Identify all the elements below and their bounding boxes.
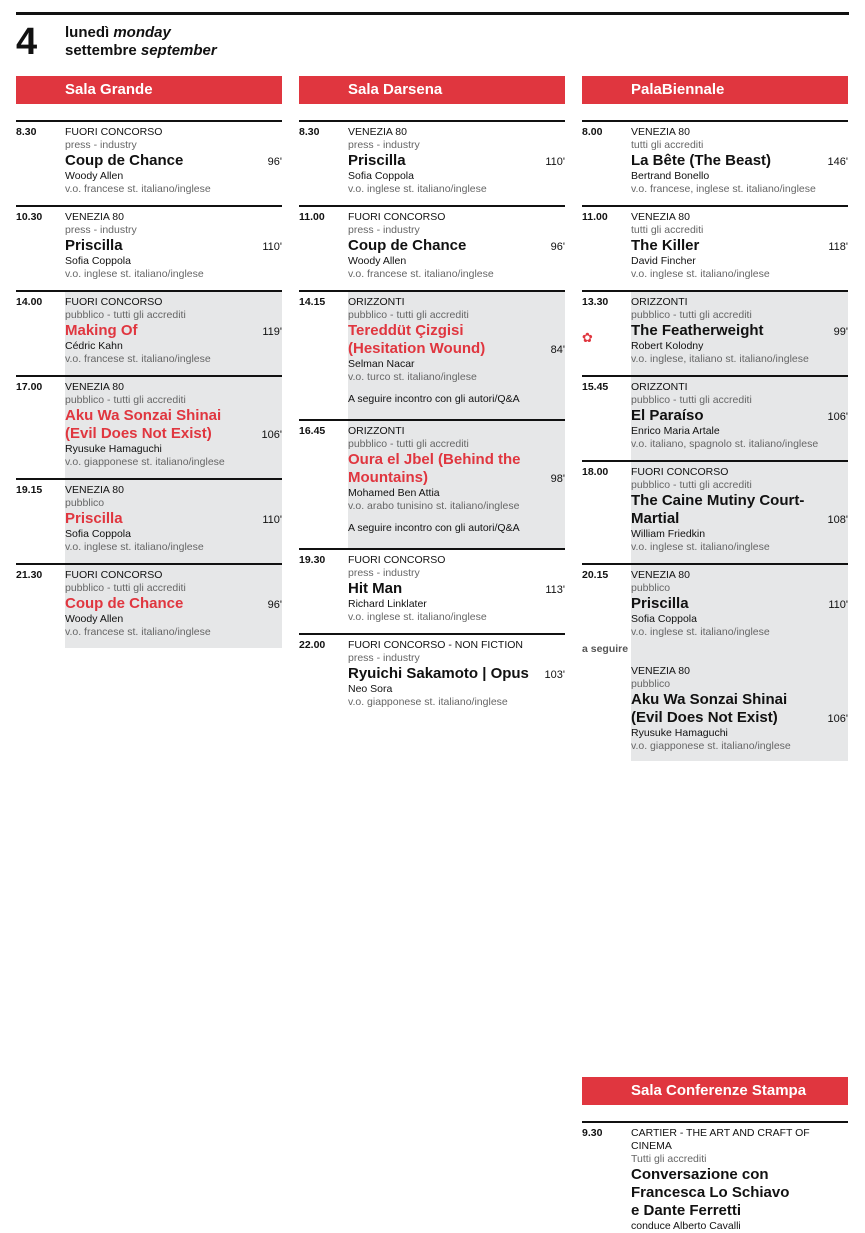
screening-audience: press - industry <box>348 224 420 236</box>
screening-entry <box>299 120 565 205</box>
film-director: Cédric Kahn <box>65 340 123 352</box>
screening-section: VENEZIA 80 <box>65 484 124 496</box>
screening-entry <box>582 375 848 460</box>
screening-section: VENEZIA 80 <box>65 381 124 393</box>
film-language: v.o. giapponese st. italiano/inglese <box>631 740 791 752</box>
screening-audience: pubblico - tutti gli accrediti <box>65 394 186 406</box>
film-title: Priscilla <box>631 595 689 612</box>
screening-content <box>631 205 848 290</box>
screening-content <box>65 375 282 478</box>
screening-entry <box>16 120 282 205</box>
film-language: v.o. francese st. italiano/inglese <box>65 183 211 195</box>
screening-content <box>348 419 565 548</box>
film-language: v.o. inglese st. italiano/inglese <box>348 183 487 195</box>
event-audience: Tutti gli accrediti <box>631 1153 707 1165</box>
screening-section: FUORI CONCORSO <box>631 466 729 478</box>
screening-entry <box>16 290 282 375</box>
film-duration: 106' <box>261 429 282 441</box>
film-duration: 84' <box>550 344 565 356</box>
screening-entry <box>299 205 565 290</box>
film-title: Priscilla <box>65 510 123 527</box>
qa-note: A seguire incontro con gli autori/Q&A <box>348 522 520 534</box>
screening-audience: tutti gli accrediti <box>631 139 704 151</box>
screening-section: FUORI CONCORSO - NON FICTION <box>348 639 523 651</box>
screening-entry <box>582 205 848 290</box>
film-director: Bertrand Bonello <box>631 170 710 182</box>
film-director: Woody Allen <box>65 613 124 625</box>
screening-section: ORIZZONTI <box>631 296 688 308</box>
event-content <box>631 1121 848 1233</box>
screening-section: VENEZIA 80 <box>631 126 690 138</box>
film-duration: 106' <box>827 411 848 423</box>
film-title: Priscilla <box>348 152 406 169</box>
screening-audience: pubblico <box>631 582 671 594</box>
film-director: Robert Kolodny <box>631 340 704 352</box>
screening-audience: pubblico <box>631 678 671 690</box>
screening-section: VENEZIA 80 <box>631 211 690 223</box>
day-number: 4 <box>16 21 38 63</box>
film-title: Making Of <box>65 322 138 339</box>
header-rule <box>16 12 849 15</box>
screening-entry <box>582 290 848 375</box>
screening-section: ORIZZONTI <box>348 296 405 308</box>
film-duration: 103' <box>544 669 565 681</box>
screening-audience: press - industry <box>348 652 420 664</box>
screening-entry <box>299 419 565 548</box>
film-language: v.o. giapponese st. italiano/inglese <box>348 696 508 708</box>
lion-icon: ✿ <box>582 330 593 345</box>
film-duration: 113' <box>545 584 565 596</box>
film-language: v.o. francese st. italiano/inglese <box>348 268 494 280</box>
film-duration: 96' <box>550 241 565 253</box>
film-title: Coup de Chance <box>65 595 184 612</box>
screening-section: FUORI CONCORSO <box>348 211 446 223</box>
film-director: Enrico Maria Artale <box>631 425 720 437</box>
film-duration: 146' <box>827 156 848 168</box>
film-language: v.o. arabo tunisino st. italiano/inglese <box>348 500 520 512</box>
film-director: William Friedkin <box>631 528 706 540</box>
screening-section: ORIZZONTI <box>348 425 405 437</box>
film-duration: 96' <box>267 599 282 611</box>
film-duration: 110' <box>545 156 565 168</box>
screening-content <box>65 205 282 290</box>
film-title: Tereddüt Çizgisi (Hesitation Wound) <box>348 322 486 357</box>
screening-time: 8.30 <box>299 120 348 205</box>
screening-audience: pubblico - tutti gli accrediti <box>65 582 186 594</box>
screening-time <box>582 290 631 375</box>
screening-section: VENEZIA 80 <box>348 126 407 138</box>
film-language: v.o. francese st. italiano/inglese <box>65 626 211 638</box>
screening-section: FUORI CONCORSO <box>65 126 163 138</box>
screening-entry <box>299 548 565 633</box>
event-time: 9.30 <box>582 1121 631 1233</box>
date-label <box>65 24 217 60</box>
screening-audience: press - industry <box>65 139 137 151</box>
film-duration: 118' <box>828 241 848 253</box>
film-language: v.o. inglese st. italiano/inglese <box>631 268 770 280</box>
screening-section: FUORI CONCORSO <box>348 554 446 566</box>
venue-column-sala-grande <box>16 76 282 648</box>
film-title: The Caine Mutiny Court-Martial <box>631 492 805 527</box>
film-director: Woody Allen <box>65 170 124 182</box>
film-title: La Bête (The Beast) <box>631 152 772 169</box>
screening-time <box>582 563 631 761</box>
film-director: Sofia Coppola <box>631 613 697 625</box>
film-language: v.o. francese, inglese st. italiano/inglese <box>631 183 816 195</box>
film-duration: 96' <box>267 156 282 168</box>
venue-header: Sala Conferenze Stampa <box>582 1077 848 1105</box>
film-language: v.o. inglese st. italiano/inglese <box>65 541 204 553</box>
month-en: september <box>140 42 217 59</box>
screening-entry <box>582 563 848 761</box>
screening-audience: pubblico <box>65 497 105 509</box>
film-language: v.o. turco st. italiano/inglese <box>348 371 477 383</box>
film-title: Ryuichi Sakamoto | Opus <box>348 665 529 682</box>
screening-section: FUORI CONCORSO <box>65 296 163 308</box>
screening-content <box>65 563 282 648</box>
screening-time: 22.00 <box>299 633 348 736</box>
screening-time: 8.00 <box>582 120 631 205</box>
screening-entry <box>299 290 565 419</box>
film-language: v.o. inglese st. italiano/inglese <box>348 611 487 623</box>
screening-audience: pubblico - tutti gli accrediti <box>631 394 752 406</box>
screening-content <box>348 548 565 633</box>
screening-section: VENEZIA 80 <box>65 211 124 223</box>
film-duration: 99' <box>833 326 848 338</box>
film-title: Aku Wa Sonzai Shinai (Evil Does Not Exist) <box>631 691 788 726</box>
screening-audience: pubblico - tutti gli accrediti <box>348 309 469 321</box>
follow-label: a seguire <box>582 643 629 655</box>
screening-time: 11.00 <box>582 205 631 290</box>
screening-section: FUORI CONCORSO <box>65 569 163 581</box>
film-title: El Paraíso <box>631 407 704 424</box>
screening-content <box>65 478 282 563</box>
film-director: Sofia Coppola <box>65 528 131 540</box>
film-duration: 110' <box>828 599 848 611</box>
page-header <box>16 12 849 63</box>
film-title: Priscilla <box>65 237 123 254</box>
day-en: monday <box>113 24 171 41</box>
screening-entry <box>16 563 282 648</box>
screening-content <box>65 290 282 375</box>
screening-content <box>631 375 848 460</box>
film-title: The Killer <box>631 237 700 254</box>
day-it: lunedì <box>65 24 110 41</box>
venue-header: Sala Darsena <box>299 76 565 104</box>
month-it: settembre <box>65 42 137 59</box>
film-director: Neo Sora <box>348 683 393 695</box>
film-director: Sofia Coppola <box>65 255 131 267</box>
screening-section: VENEZIA 80 <box>631 569 690 581</box>
event-host: conduce Alberto Cavalli <box>631 1220 741 1232</box>
qa-note: A seguire incontro con gli autori/Q&A <box>348 393 520 405</box>
film-duration: 98' <box>550 473 565 485</box>
film-duration: 108' <box>827 514 848 526</box>
screening-time: 17.00 <box>16 375 65 478</box>
screening-time: 14.15 <box>299 290 348 419</box>
screening-audience: pubblico - tutti gli accrediti <box>65 309 186 321</box>
screening-content <box>65 120 282 205</box>
screening-entry <box>16 478 282 563</box>
venue-column-sala-conferenze <box>582 1077 848 1233</box>
screening-entry <box>299 633 565 736</box>
event-title: Conversazione con Francesca Lo Schiavo e Dante Ferretti <box>631 1166 790 1219</box>
screening-time: 8.30 <box>16 120 65 205</box>
screening-entry <box>582 460 848 563</box>
event-entry <box>582 1121 848 1233</box>
venue-column-sala-darsena <box>299 76 565 736</box>
venue-header: Sala Grande <box>16 76 282 104</box>
screening-entry <box>16 375 282 478</box>
screening-time: 19.30 <box>299 548 348 633</box>
screening-audience: press - industry <box>348 567 420 579</box>
screening-audience: press - industry <box>348 139 420 151</box>
film-language: v.o. inglese st. italiano/inglese <box>631 626 770 638</box>
screening-time: 10.30 <box>16 205 65 290</box>
venue-header: PalaBiennale <box>582 76 848 104</box>
film-title: Coup de Chance <box>65 152 184 169</box>
screening-content <box>631 563 848 761</box>
time-text: 20.15 <box>582 569 609 581</box>
screening-time: 19.15 <box>16 478 65 563</box>
film-language: v.o. inglese st. italiano/inglese <box>631 541 770 553</box>
screening-time: 18.00 <box>582 460 631 563</box>
screening-section: ORIZZONTI <box>631 381 688 393</box>
film-director: Richard Linklater <box>348 598 427 610</box>
screening-content <box>348 290 565 419</box>
event-section: CARTIER - THE ART AND CRAFT OF CINEMA <box>631 1127 810 1152</box>
screening-time: 21.30 <box>16 563 65 648</box>
film-language: v.o. italiano, spagnolo st. italiano/inglese <box>631 438 819 450</box>
film-director: Woody Allen <box>348 255 407 267</box>
film-duration: 110' <box>262 514 282 526</box>
film-director: Ryusuke Hamaguchi <box>631 727 728 739</box>
screening-content <box>631 290 848 375</box>
film-language: v.o. giapponese st. italiano/inglese <box>65 456 225 468</box>
screening-audience: pubblico - tutti gli accrediti <box>631 309 752 321</box>
venue-column-palabiennale <box>582 76 848 761</box>
film-director: Sofia Coppola <box>348 170 414 182</box>
film-title: The Featherweight <box>631 322 764 339</box>
film-title: Coup de Chance <box>348 237 467 254</box>
screening-content <box>348 120 565 205</box>
film-duration: 119' <box>262 326 282 338</box>
screening-time: 15.45 <box>582 375 631 460</box>
screening-content <box>631 460 848 563</box>
screening-audience: press - industry <box>65 224 137 236</box>
following-screening <box>631 665 848 753</box>
film-language: v.o. inglese, italiano st. italiano/inglese <box>631 353 809 365</box>
film-duration: 106' <box>827 713 848 725</box>
screening-content <box>348 205 565 290</box>
film-director: Selman Nacar <box>348 358 415 370</box>
film-director: Mohamed Ben Attia <box>348 487 440 499</box>
film-duration: 110' <box>262 241 282 253</box>
film-title: Hit Man <box>348 580 403 597</box>
screening-audience: tutti gli accrediti <box>631 224 704 236</box>
screening-entry <box>16 205 282 290</box>
screening-time: 16.45 <box>299 419 348 548</box>
screening-time: 14.00 <box>16 290 65 375</box>
screening-audience: pubblico - tutti gli accrediti <box>631 479 752 491</box>
film-language: v.o. francese st. italiano/inglese <box>65 353 211 365</box>
film-title: Aku Wa Sonzai Shinai (Evil Does Not Exist) <box>65 407 222 442</box>
screening-content <box>631 120 848 205</box>
screening-content <box>348 633 565 736</box>
film-language: v.o. inglese st. italiano/inglese <box>65 268 204 280</box>
film-director: David Fincher <box>631 255 696 267</box>
screening-time: 11.00 <box>299 205 348 290</box>
screening-entry <box>582 120 848 205</box>
screening-audience: pubblico - tutti gli accrediti <box>348 438 469 450</box>
film-title: Oura el Jbel (Behind the Mountains) <box>348 451 521 486</box>
film-director: Ryusuke Hamaguchi <box>65 443 162 455</box>
time-text: 13.30 <box>582 296 609 308</box>
screening-section: VENEZIA 80 <box>631 665 690 677</box>
